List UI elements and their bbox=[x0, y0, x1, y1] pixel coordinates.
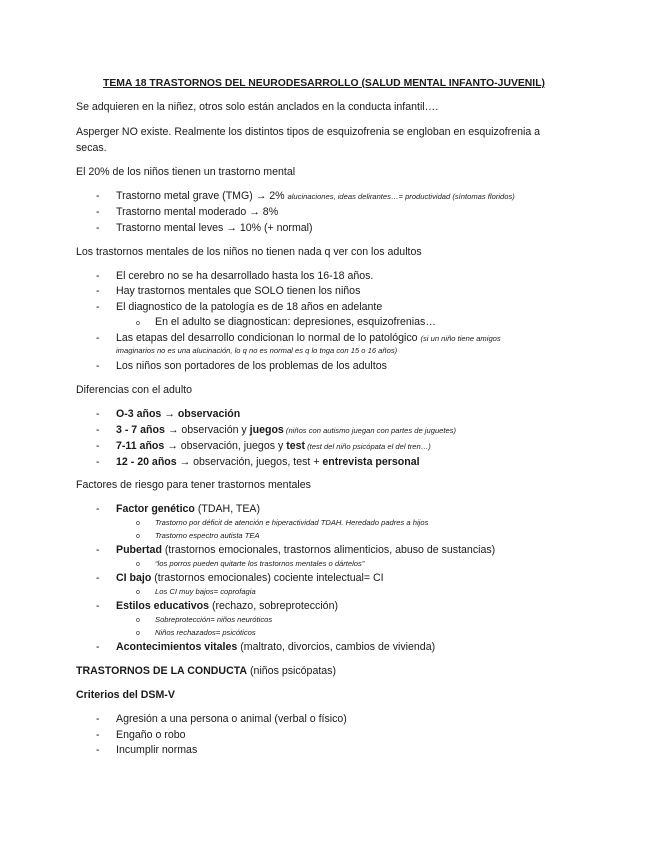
factor-detail: (TDAH, TEA) bbox=[194, 503, 261, 515]
intro-paragraph-2-line-1: Asperger NO existe. Realmente los distintos tipos de esquizofrenia se engloban en esquizofrenia a bbox=[76, 126, 541, 138]
method-text: → observación, juegos, test + bbox=[176, 456, 323, 468]
list-dash: - bbox=[96, 301, 100, 313]
method: test bbox=[286, 440, 306, 452]
list-item: El cerebro no se ha desarrollado hasta los 16-18 años. bbox=[116, 270, 374, 282]
sub-bullet-icon: o bbox=[136, 617, 140, 624]
list-item bbox=[116, 544, 495, 557]
list-item: Los niños son portadores de los problemas de los adultos bbox=[116, 360, 387, 372]
sub-list-item: Trastorno por déficit de atención e hiperactividad TDAH. Heredado padres a hijos bbox=[155, 518, 429, 527]
sub-list-item: En el adulto se diagnostican: depresiones, esquizofrenias… bbox=[155, 316, 436, 328]
factor-detail: (maltrato, divorcios, cambios de vivienda) bbox=[237, 641, 436, 653]
list-item bbox=[116, 600, 338, 613]
list-dash: - bbox=[96, 440, 100, 452]
method: juegos bbox=[249, 424, 284, 436]
section-heading-differences: Diferencias con el adulto bbox=[76, 384, 193, 396]
age-range: 7-11 años bbox=[116, 440, 165, 452]
list-item-text: Trastorno metal grave (TMG) → 2% bbox=[116, 190, 288, 202]
list-dash: - bbox=[96, 729, 100, 741]
sub-bullet-icon: o bbox=[136, 533, 140, 540]
age-range: O-3 años bbox=[116, 408, 162, 420]
list-dash: - bbox=[96, 332, 100, 344]
list-item: Engaño o robo bbox=[116, 729, 186, 741]
section-heading-conduct bbox=[76, 665, 336, 678]
sub-bullet-icon: o bbox=[136, 561, 140, 568]
intro-paragraph-2-line-2: secas. bbox=[76, 142, 107, 154]
list-dash: - bbox=[96, 270, 100, 282]
list-item: Incumplir normas bbox=[116, 744, 198, 756]
sub-bullet-icon: o bbox=[136, 520, 140, 527]
list-item bbox=[116, 206, 278, 219]
list-dash: - bbox=[96, 222, 100, 234]
sub-bullet-icon: o bbox=[136, 320, 140, 327]
list-item bbox=[116, 190, 515, 203]
factor-name: Estilos educativos bbox=[116, 600, 210, 612]
age-range: 3 - 7 años bbox=[116, 424, 165, 436]
section-heading-risk: Factores de riesgo para tener trastornos mentales bbox=[76, 479, 311, 491]
intro-paragraph-3: El 20% de los niños tienen un trastorno mental bbox=[76, 166, 296, 178]
list-item: Hay trastornos mentales que SOLO tienen los niños bbox=[116, 285, 361, 297]
list-item: Agresión a una persona o animal (verbal o físico) bbox=[116, 713, 347, 725]
arrow: → bbox=[161, 408, 178, 420]
list-dash: - bbox=[96, 285, 100, 297]
method: observación bbox=[177, 408, 241, 420]
heading-bold: TRASTORNOS DE LA CONDUCTA bbox=[76, 665, 248, 677]
sub-bullet-icon: o bbox=[136, 589, 140, 596]
list-item-text: Trastorno mental moderado → 8% bbox=[116, 206, 279, 218]
factor-detail: (trastornos emocionales) cociente intelectual= CI bbox=[151, 572, 384, 584]
list-item bbox=[116, 222, 313, 235]
section-heading-adults: Los trastornos mentales de los niños no tienen nada q ver con los adultos bbox=[76, 246, 422, 258]
list-dash: - bbox=[96, 360, 100, 372]
list-item-note-continuation: imaginarios no es una alucinación, lo q no es normal es q lo tnga con 15 o 16 años) bbox=[116, 346, 398, 355]
list-item-text: Trastorno mental leves → 10% (+ normal) bbox=[116, 222, 313, 234]
heading-detail: (niños psicópatas) bbox=[247, 665, 336, 677]
sub-list-item: Niños rechazados= psicóticos bbox=[155, 628, 256, 637]
sub-list-item: “los porros pueden quitarte los trastornos mentales o dártelos” bbox=[155, 559, 365, 568]
list-item bbox=[116, 641, 435, 654]
list-item bbox=[116, 424, 456, 437]
list-dash: - bbox=[96, 744, 100, 756]
factor-name: Factor genético bbox=[116, 503, 195, 515]
list-dash: - bbox=[96, 572, 100, 584]
method: entrevista personal bbox=[322, 456, 420, 468]
list-dash: - bbox=[96, 641, 100, 653]
factor-name: CI bajo bbox=[116, 572, 152, 584]
list-dash: - bbox=[96, 206, 100, 218]
list-dash: - bbox=[96, 600, 100, 612]
method-text: → observación, juegos y bbox=[164, 440, 287, 452]
list-item bbox=[116, 408, 240, 421]
factor-detail: (trastornos emocionales, trastornos alimenticios, abuso de sustancias) bbox=[161, 544, 496, 556]
list-item bbox=[116, 456, 420, 469]
list-dash: - bbox=[96, 424, 100, 436]
factor-detail: (rechazo, sobreprotección) bbox=[209, 600, 338, 612]
list-item-note: (niños con autismo juegan con partes de juguetes) bbox=[283, 426, 457, 435]
page-title: TEMA 18 TRASTORNOS DEL NEURODESARROLLO (SALUD MENTAL INFANTO-JUVENIL) bbox=[103, 78, 546, 89]
list-dash: - bbox=[96, 456, 100, 468]
list-item bbox=[116, 440, 431, 453]
list-dash: - bbox=[96, 713, 100, 725]
list-item bbox=[116, 503, 260, 516]
sub-list-item: Sobreprotección= niños neuróticos bbox=[155, 615, 273, 624]
sub-bullet-icon: o bbox=[136, 630, 140, 637]
sub-list-item: Trastorno espectro autista TEA bbox=[155, 531, 260, 540]
intro-paragraph-1: Se adquieren en la niñez, otros solo están anclados en la conducta infantil…. bbox=[76, 101, 439, 113]
sub-list-item: Los CI muy bajos= coprofagia bbox=[155, 587, 256, 596]
list-dash: - bbox=[96, 544, 100, 556]
list-item bbox=[116, 572, 384, 585]
age-range: 12 - 20 años bbox=[116, 456, 177, 468]
list-dash: - bbox=[96, 190, 100, 202]
criteria-title: Criterios del DSM-V bbox=[76, 689, 175, 701]
list-item bbox=[116, 332, 501, 345]
factor-name: Pubertad bbox=[116, 544, 162, 556]
list-dash: - bbox=[96, 503, 100, 515]
criteria-heading bbox=[76, 689, 175, 702]
list-item: El diagnostico de la patología es de 18 años en adelante bbox=[116, 301, 383, 313]
list-dash: - bbox=[96, 408, 100, 420]
list-item-note: (test del niño psicópata el del tren…) bbox=[305, 442, 431, 451]
method-text: → observación y bbox=[164, 424, 250, 436]
factor-name: Acontecimientos vitales bbox=[116, 641, 238, 653]
list-item-note: alucinaciones, ideas delirantes…= productividad (síntomas floridos) bbox=[287, 192, 515, 201]
list-item-note: (si un niño tiene amigos bbox=[420, 334, 501, 343]
list-item-text: Las etapas del desarrollo condicionan lo normal de lo patológico bbox=[116, 332, 421, 344]
